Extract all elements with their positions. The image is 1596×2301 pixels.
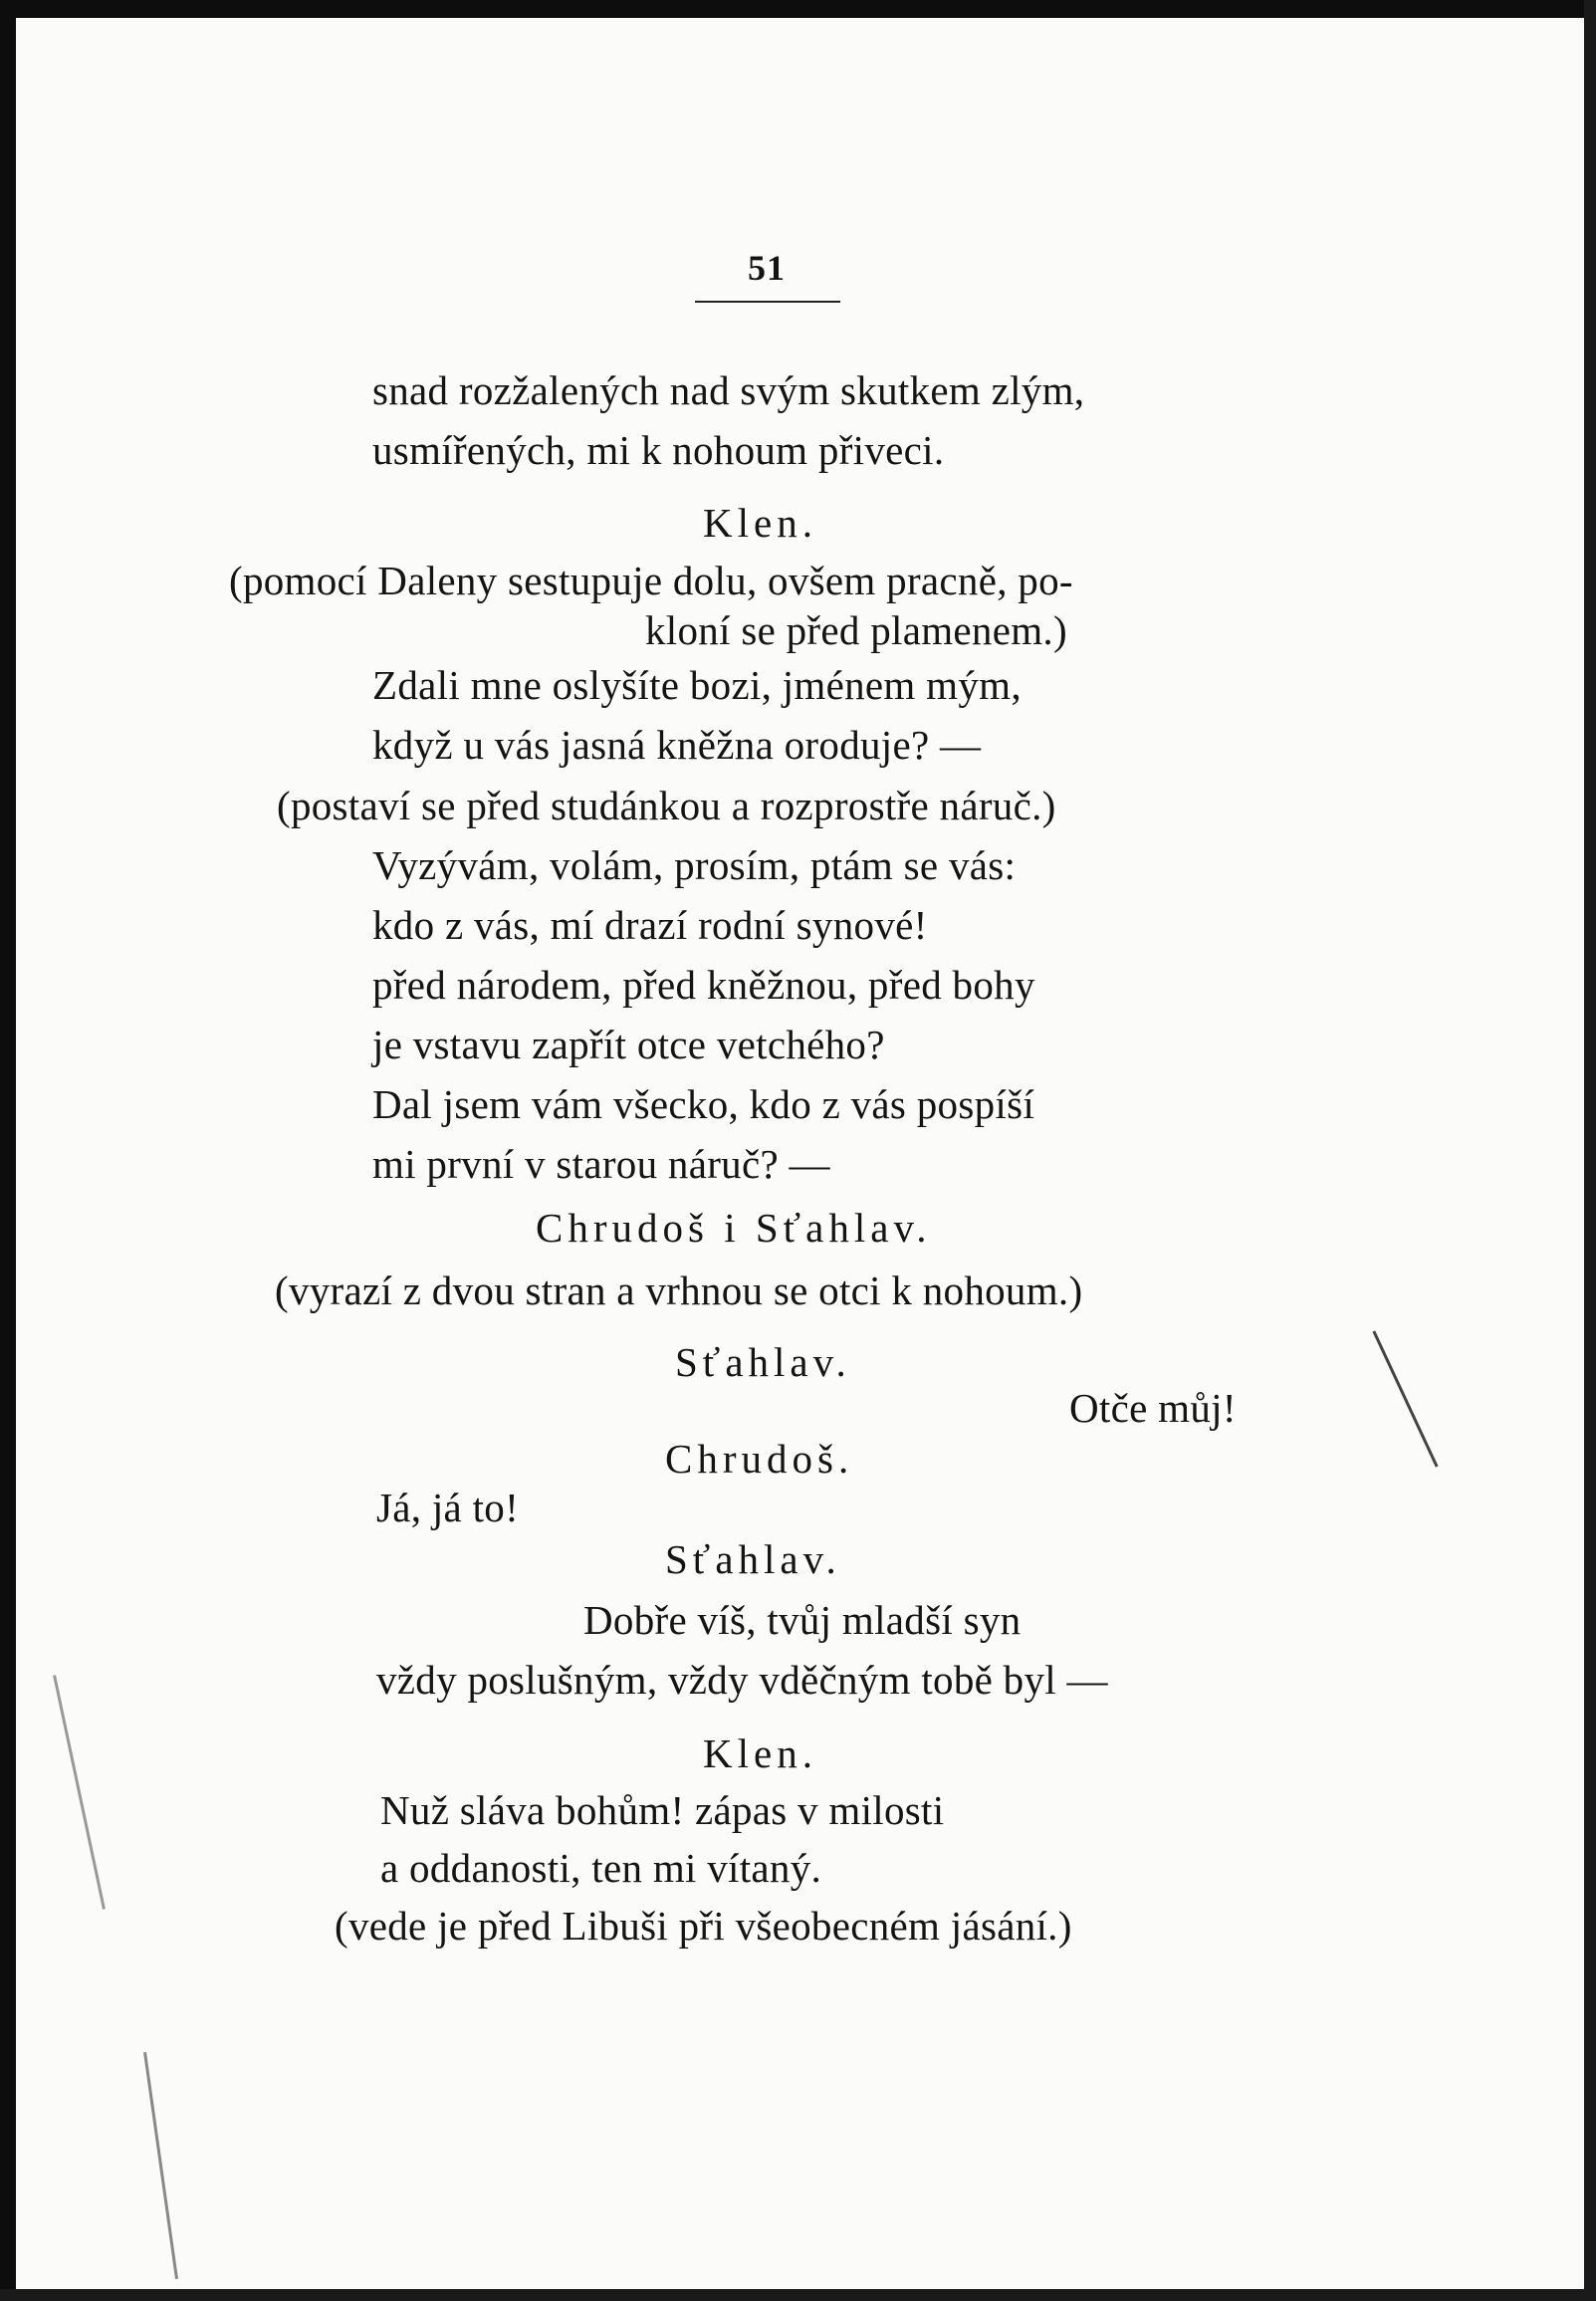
verse-line: mi první v starou náruč? — (372, 1141, 830, 1187)
verse-line: usmířených, mi k nohoum přiveci. (372, 427, 945, 473)
scan-artifact-stroke (1372, 1330, 1438, 1467)
stage-direction: (pomocí Daleny sestupuje dolu, ovšem pracně, po- (229, 558, 1073, 603)
verse-line: je vstavu zapřít otce vetchého? (372, 1022, 885, 1067)
speaker-name: Sťahlav. (665, 1536, 841, 1582)
verse-line: Vyzývám, volám, prosím, ptám se vás: (372, 842, 1017, 888)
verse-line: když u vás jasná kněžna oroduje? — (372, 722, 982, 768)
stage-direction: (vyrazí z dvou stran a vrhnou se otci k nohoum.) (275, 1267, 1083, 1313)
speaker-name: Klen. (703, 500, 817, 546)
verse-line: před národem, před kněžnou, před bohy (372, 962, 1035, 1008)
speaker-name: Sťahlav. (675, 1339, 851, 1385)
verse-line: vždy poslušným, vždy vděčným tobě byl — (376, 1657, 1108, 1703)
verse-line: Nuž sláva bohům! zápas v milosti (380, 1787, 945, 1833)
verse-line: kdo z vás, mí drazí rodní synové! (372, 902, 928, 948)
stage-direction: (postaví se před studánkou a rozprostře náruč.) (277, 783, 1056, 828)
verse-line: snad rozžalených nad svým skutkem zlým, (372, 367, 1085, 413)
speaker-name: Chrudoš. (665, 1436, 854, 1482)
verse-line: Otče můj! (1069, 1385, 1237, 1431)
stage-direction: kloní se před plamenem.) (645, 607, 1067, 653)
verse-line: Dobře víš, tvůj mladší syn (583, 1597, 1022, 1643)
speaker-name: Klen. (703, 1730, 817, 1776)
verse-line: Dal jsem vám všecko, kdo z vás pospíší (372, 1081, 1035, 1127)
page-number: 51 (748, 248, 786, 288)
verse-line: a oddanosti, ten mi vítaný. (380, 1845, 822, 1891)
verse-line: Já, já to! (376, 1485, 520, 1530)
stage-direction: (vede je před Libuši při všeobecném jásání.) (335, 1903, 1072, 1949)
scan-artifact-stroke (143, 2052, 178, 2279)
page-number-rule (695, 301, 840, 303)
verse-line: Zdali mne oslyšíte bozi, jménem mým, (372, 662, 1022, 708)
speaker-name: Chrudoš i Sťahlav. (536, 1205, 932, 1251)
scan-artifact-stroke (53, 1675, 106, 1909)
